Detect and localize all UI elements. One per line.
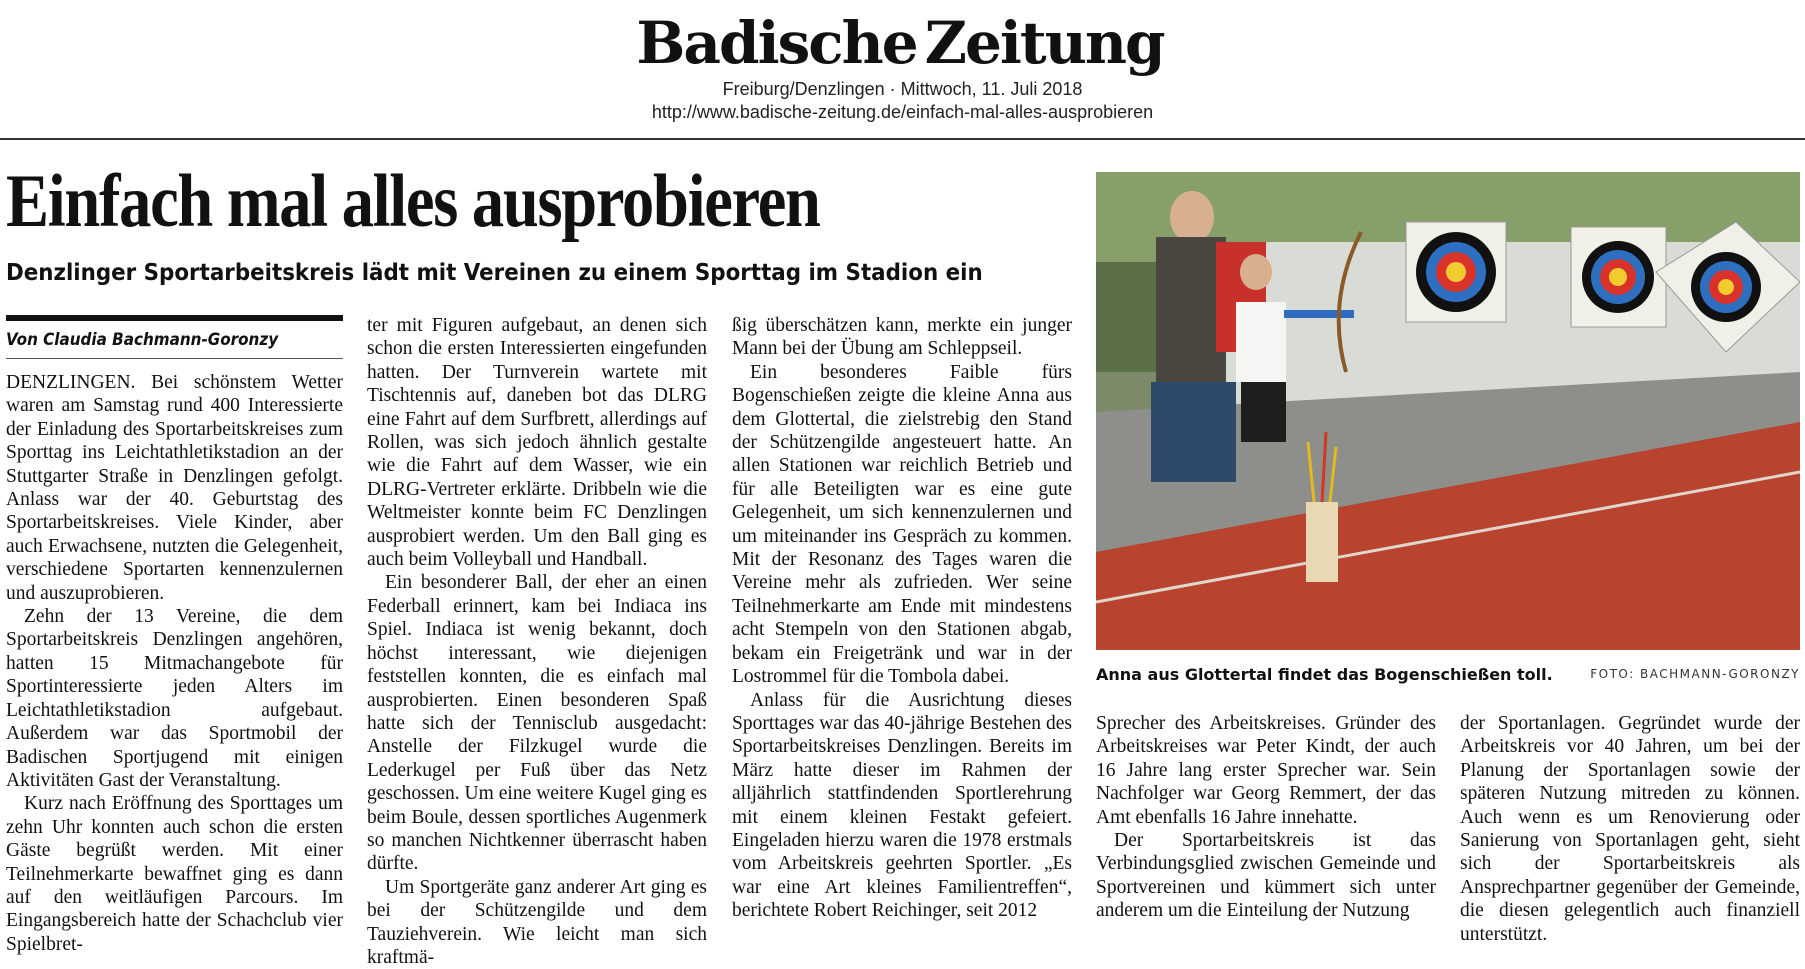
article-column-4 [1096,712,1436,923]
masthead [0,0,1805,140]
logo-name-left: Badische [636,9,917,77]
paragraph: Ein besonderes Faible fürs Bogenschießen zeigte die kleine Anna aus dem Glottertal, die zielstrebig den Stand der Schützengilde angesteuert hatte. An allen Stationen war reichlich Betrieb und für alle Beteiligten war es eine gute Gelegenheit, um sich kennenzulernen und um miteinander ins Gespräch zu kommen. Mit der Resonanz des Tages waren die Vereine mehr als zufrieden. Wer seine Teilnehmerkarte am Ende mit mindestens acht Stempeln von den Stationen abgab, bekam ein Freigetränk und war in der Lostrommel für die Tombola dabei. [732,361,1072,688]
paragraph: ßig überschätzen kann, merkte ein junger Mann bei der Übung am Schleppseil. [732,315,1072,360]
photo-credit: FOTO: BACHMANN-GORONZY [1590,667,1800,681]
paragraph: DENZLINGEN. Bei schönstem Wetter waren am Samstag rund 400 Interessierte der Einladung des Sportarbeitskreises zum Sporttag ins Leichtathletikstadion an der Stuttgarter Straße in Denzlingen gefolgt. Anlass war der 40. Geburtstag des Sportarbeitskreises. Viele Kinder, aber auch Erwachsene, nutzten die Gelegenheit, verschiedene Sportarten kennenzulernen und auszuprobieren. [6,372,343,604]
article-column-3 [732,314,1072,923]
dateline: Freiburg/Denzlingen · Mittwoch, 11. Juli 2018 [722,79,1083,99]
article-column-5 [1460,712,1800,946]
paragraph: ter mit Figuren aufgebaut, an denen sich schon die ersten Interessierten eingefunden hatten. Der Turnverein wartete mit Tischtennis auf, daneben bot das DLRG eine Fahrt auf dem Surfbrett, allerdings auf Rollen, was sich jedoch ähnlich gestalte wie die Fahrt auf dem Wasser, wie ein DLRG-Vertreter erklärte. Dribbeln wie die Weltmeister konnte beim FC Denzlingen ausprobiert werden. Um den Ball ging es auch beim Volleyball und Handball. [367,315,707,571]
paragraph: Ein besonderer Ball, der eher an einen Federball erinnert, kam bei Indiaca ins Spiel. Indiaca ist wenig bekannt, doch höchst interessant, wie diejenigen feststellen konnten, die es einfach mal ausprobierten. Einen besonderen Spaß hatte sich der Tennisclub ausgedacht: Anstelle der Filzkugel wurde die Lederkugel per Fuß über das Netz geschossen. Um eine weitere Kugel ging es beim Boule, dessen sportliches Augenmerk so manchen Nichtkenner überrascht haben dürfte. [367,572,707,875]
masthead-divider [0,138,1805,140]
logo-name-right: Zeitung [924,9,1164,77]
source-url[interactable]: http://www.badische-zeitung.de/einfach-mal-alles-ausprobieren [651,102,1154,122]
byline-bar [6,315,343,321]
dateline-block [0,78,1805,124]
paragraph: Um Sportgeräte ganz anderer Art ging es bei der Schützengilde und dem Tauziehverein. Wie leicht man sich kraftmä- [367,876,707,968]
byline-divider [6,358,343,359]
article-headline: Einfach mal alles ausprobieren [6,160,820,243]
paragraph: Der Sportarbeitskreis ist das Verbindungsglied zwischen Gemeinde und Sportvereinen und kümmert sich unter anderem um die Einteilung der Nutzung [1096,830,1436,922]
article-column-2 [367,314,707,969]
paragraph: der Sportanlagen. Gegründet wurde der Arbeitskreis vor 40 Jahren, um bei der Planung der Sportanlagen sowie der späteren Nutzung mitreden zu können. Auch wenn es um Renovierung oder Sanierung von Sportanlagen geht, sieht sich der Sportarbeitskreis als Ansprechpartner gegenüber der Gemeinde, die diesen gelegentlich auch finanziell unterstützt. [1460,713,1800,945]
byline: Von Claudia Bachmann-Goronzy [6,330,279,349]
paragraph: Sprecher des Arbeitskreises. Gründer des Arbeitskreises war Peter Kindt, der auch 16 Jahre lang erster Sprecher war. Sein Nachfolger war Georg Remmert, der das Amt ebenfalls 16 Jahre innehatte. [1096,713,1436,828]
newspaper-logo [636,4,1164,82]
paragraph: Zehn der 13 Vereine, die dem Sportarbeitskreis Denzlingen angehören, hatten 15 Mitmachangebote für Sportinteressierte jeden Alters im Leichtathletikstadion aufgebaut. Außerdem war das Sportmobil der Badischen Sportjugend mit einigen Aktivitäten Gast der Veranstaltung. [6,606,343,791]
archery-photo-image [1096,172,1800,650]
paragraph: Kurz nach Eröffnung des Sporttages um zehn Uhr konnten auch schon die ersten Gäste begrüßt werden. Mit einer Teilnehmerkarte bewaffnet ging es dann auf den weitläufigen Parcours. Im Eingangsbereich hatte der Schachclub vier Spielbret- [6,793,343,955]
paragraph: Anlass für die Ausrichtung dieses Sporttages war das 40-jährige Bestehen des Sportarbeitskreises Denzlingen. Bereits im März hatte dieser im Rahmen der alljährlich stattfindenden Sportlerehrung mit einem kleinen Festakt gefeiert. Eingeladen hierzu waren die 1978 erstmals vom Arbeitskreis geehrten Sportler. „Es war eine Art kleines Familientreffen“, berichtete Robert Reichinger, seit 2012 [732,689,1072,922]
article-column-1 [6,371,343,956]
photo-caption: Anna aus Glottertal findet das Bogenschießen toll. [1096,665,1553,684]
article-subheadline: Denzlinger Sportarbeitskreis lädt mit Vereinen zu einem Sporttag im Stadion ein [6,260,983,286]
article-photo [1096,172,1800,650]
photo-caption-row [1096,665,1800,684]
